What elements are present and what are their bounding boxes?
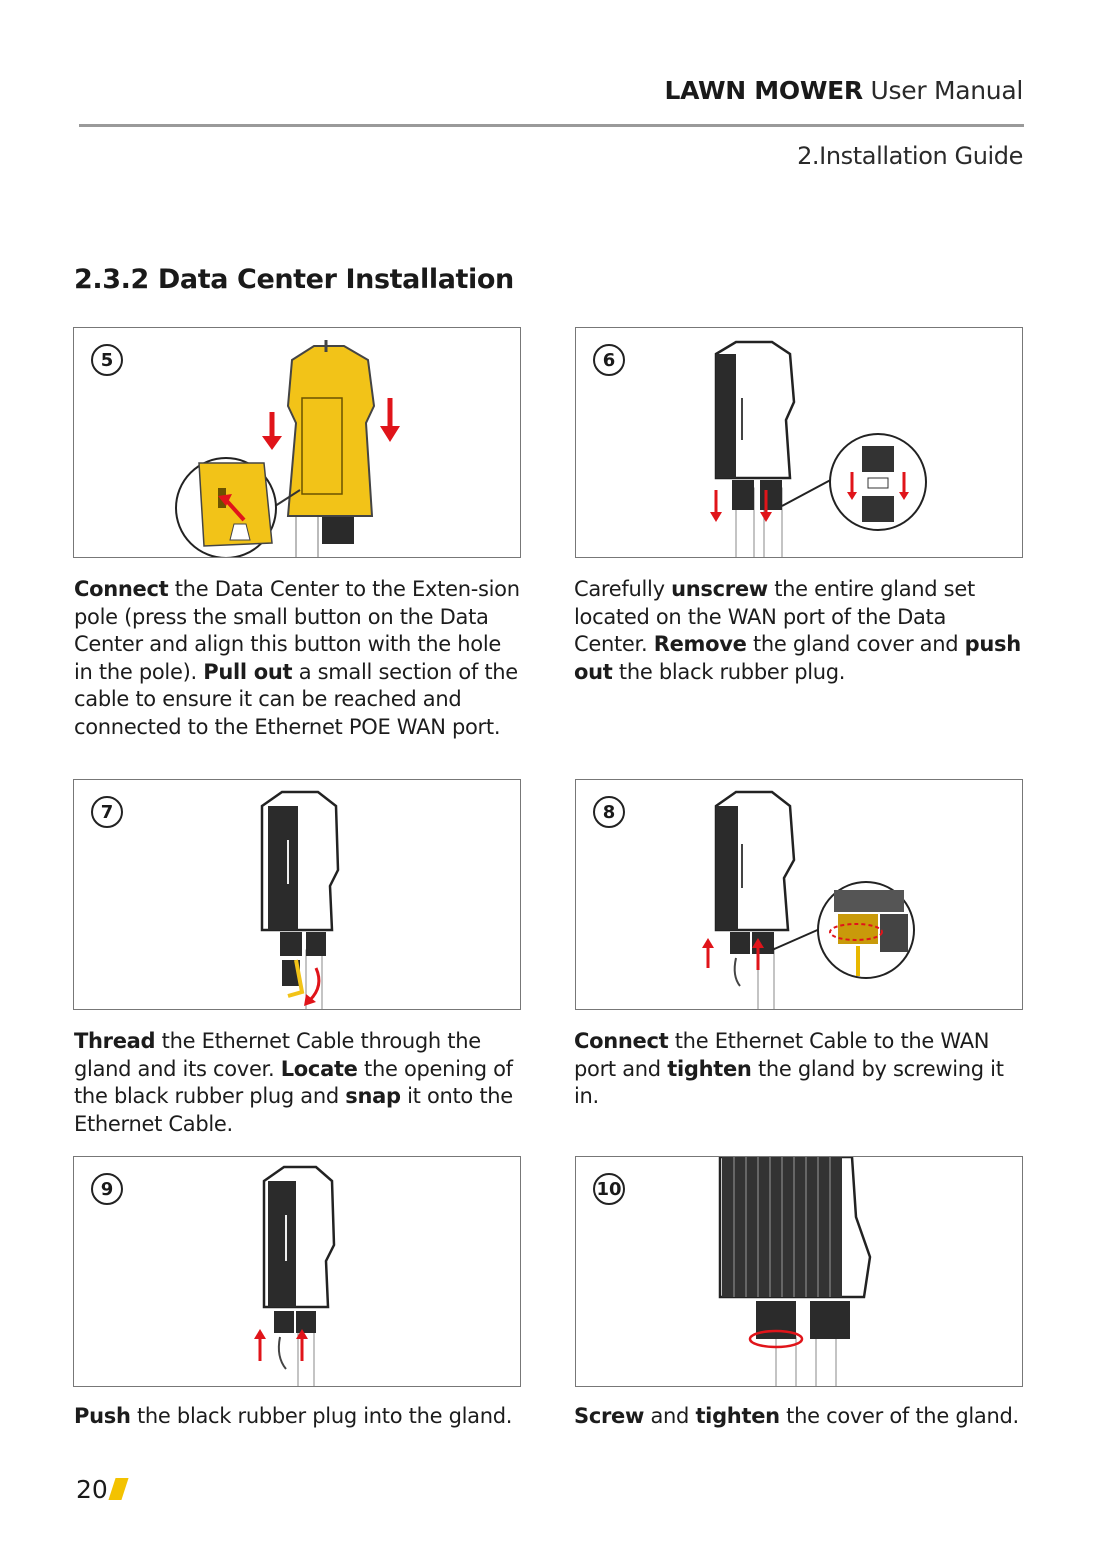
- data-center-connect-icon: [576, 780, 1023, 1010]
- section-title: 2.3.2 Data Center Installation: [74, 264, 514, 295]
- step-7-illustration: [73, 779, 521, 1010]
- caption-keyword: Connect: [574, 1029, 669, 1053]
- caption-text: the opening of the black rubber plug and: [74, 1056, 513, 1108]
- caption-text: the gland by screwing it in.: [574, 1056, 1004, 1108]
- step-8-caption: [574, 1028, 1024, 1111]
- caption-keyword: unscrew: [671, 577, 768, 601]
- step-number: 8: [593, 796, 625, 828]
- caption-text: the Ethernet Cable to the WAN port and: [574, 1029, 990, 1081]
- caption-text: the Ethernet Cable through the gland and its cover.: [74, 1029, 481, 1081]
- step-number: 10: [593, 1173, 625, 1205]
- step-9-illustration: [73, 1156, 521, 1387]
- data-center-cable-icon: [74, 780, 521, 1010]
- brand-name: LAWN MOWER: [664, 76, 863, 105]
- page-mark-decoration: [108, 1478, 128, 1500]
- caption-keyword: Thread: [74, 1029, 156, 1053]
- caption-text: and: [644, 1404, 696, 1428]
- data-center-gland-icon: [576, 328, 1023, 558]
- caption-keyword: Pull out: [203, 659, 293, 684]
- caption-text: the black rubber plug into the gland.: [130, 1404, 513, 1428]
- caption-text: Carefully: [574, 577, 672, 601]
- page-number: 20: [76, 1475, 108, 1504]
- caption-keyword: push out: [574, 632, 1021, 684]
- step-8-illustration: [575, 779, 1023, 1010]
- caption-keyword: Locate: [280, 1056, 358, 1081]
- caption-keyword: Connect: [74, 577, 169, 601]
- step-number: 7: [91, 796, 123, 828]
- caption-keyword: tighten: [695, 1404, 780, 1428]
- step-7-caption: [74, 1028, 522, 1138]
- caption-keyword: Screw: [574, 1404, 645, 1428]
- caption-text: it onto the Ethernet Cable.: [74, 1084, 513, 1136]
- caption-text: the Data Center to the Exten-sion pole (press the small button on the Data Center and align this button with the hole in the pole).: [74, 577, 520, 684]
- caption-text: the cover of the gland.: [779, 1404, 1019, 1428]
- step-6-caption: [574, 576, 1024, 686]
- step-10-caption: [574, 1403, 1044, 1431]
- step-5-illustration: [73, 327, 521, 558]
- step-6-illustration: [575, 327, 1023, 558]
- step-9-caption: [74, 1403, 544, 1431]
- step-number: 6: [593, 344, 625, 376]
- caption-text: the gland cover and: [746, 632, 965, 656]
- step-number: 9: [91, 1173, 123, 1205]
- manual-label: User Manual: [870, 76, 1023, 105]
- caption-keyword: snap: [345, 1084, 401, 1108]
- caption-text: a small section of the cable to ensure it can be reached and connected to the Ethernet POE WAN port.: [74, 659, 518, 739]
- manual-title: [664, 76, 1023, 105]
- data-center-yellow-icon: [74, 328, 521, 558]
- caption-keyword: Remove: [653, 632, 747, 656]
- header-divider: [79, 124, 1024, 127]
- caption-keyword: tighten: [667, 1056, 752, 1081]
- data-center-closeup-icon: [576, 1157, 1023, 1387]
- caption-text: the entire gland set located on the WAN port of the Data Center.: [574, 577, 975, 656]
- caption-text: the black rubber plug.: [612, 659, 846, 684]
- step-number: 5: [91, 344, 123, 376]
- chapter-title: 2.Installation Guide: [797, 142, 1023, 170]
- caption-keyword: Push: [74, 1404, 131, 1428]
- step-10-illustration: [575, 1156, 1023, 1387]
- step-5-caption: [74, 576, 522, 741]
- data-center-plug-icon: [74, 1157, 521, 1387]
